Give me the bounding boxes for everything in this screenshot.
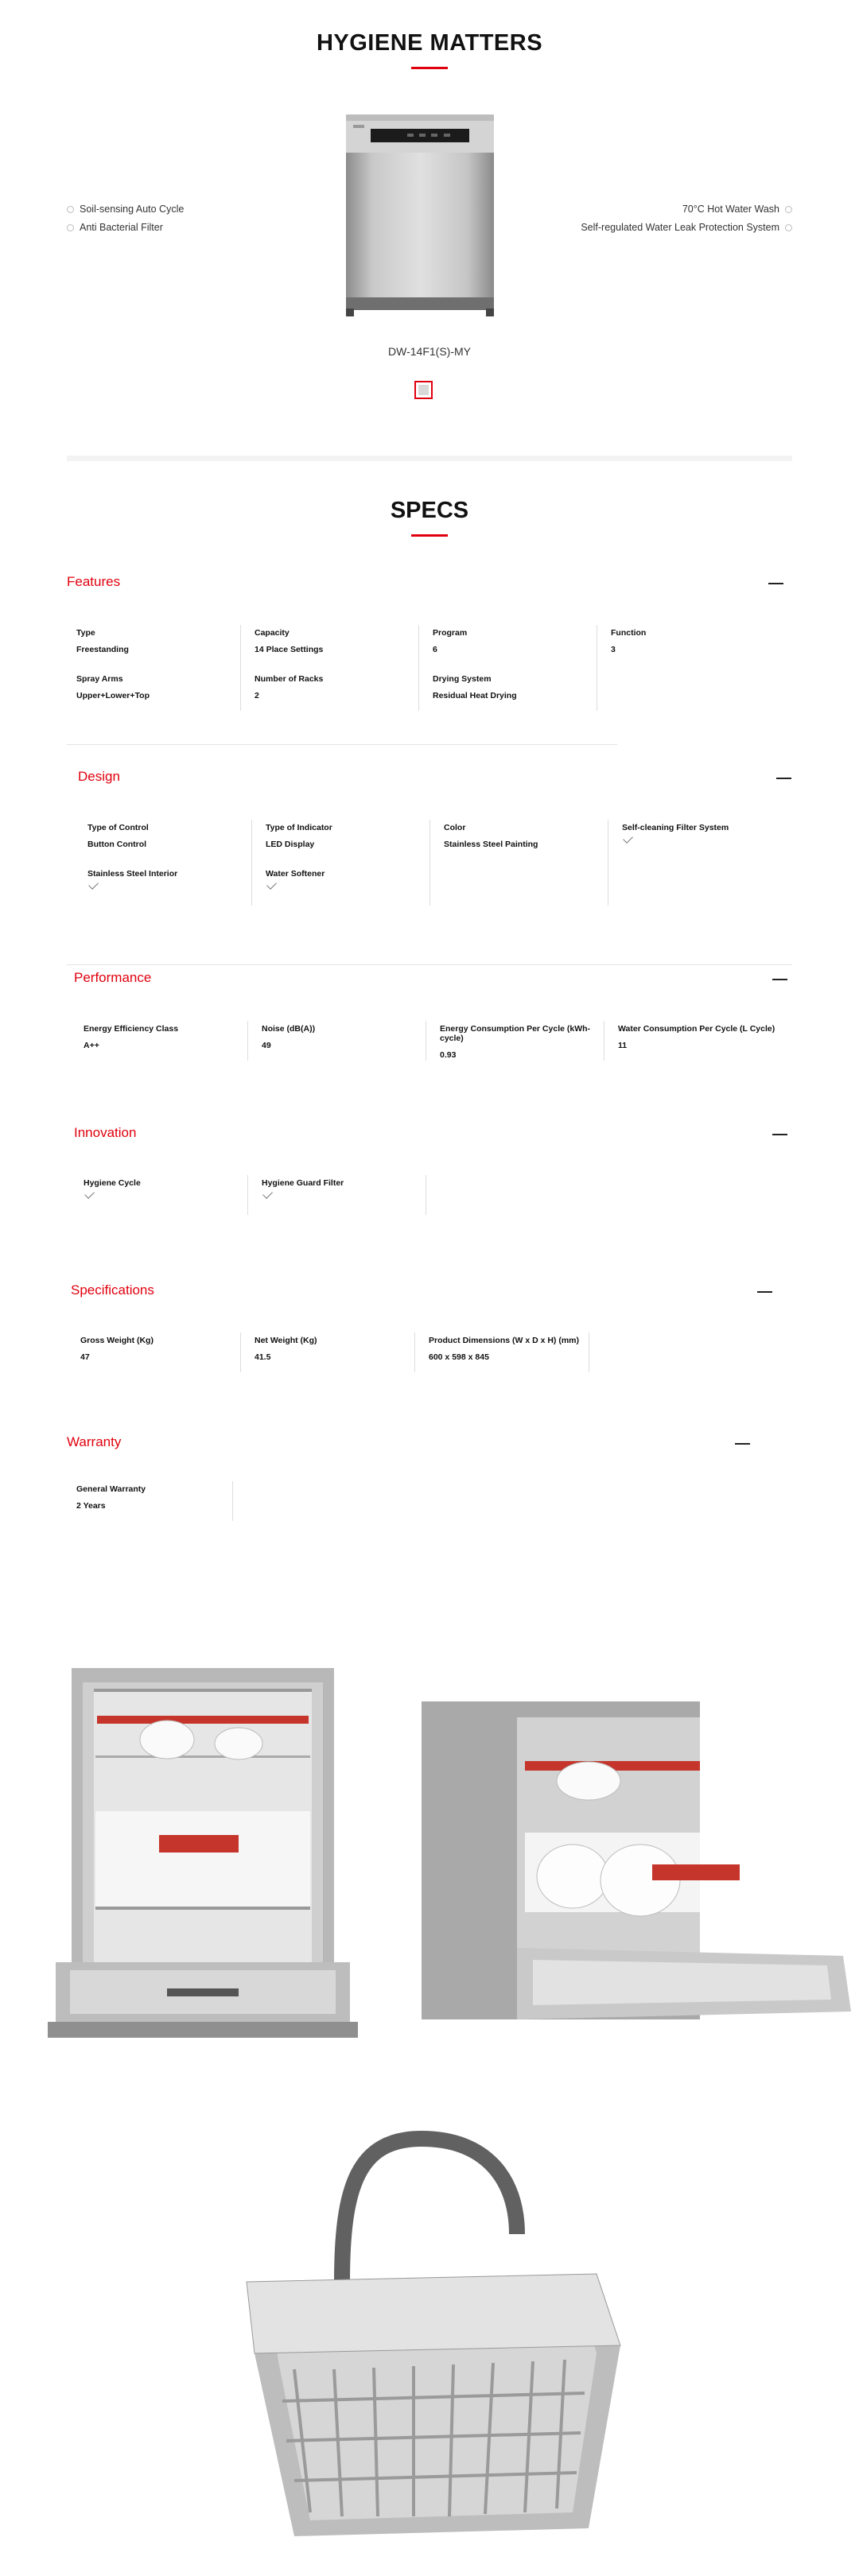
spec-cell — [430, 1024, 601, 1060]
spec-value: Stainless Steel Painting — [444, 840, 538, 849]
spec-cell — [67, 628, 237, 654]
feature-label: Soil-sensing Auto Cycle — [80, 204, 185, 215]
section-rule — [67, 744, 617, 745]
spec-value: 2 Years — [76, 1501, 106, 1511]
spec-value: Upper+Lower+Top — [76, 691, 150, 700]
collapse-minus-icon[interactable] — [772, 1134, 787, 1135]
bullet-icon — [785, 224, 792, 231]
spec-value: 49 — [262, 1041, 271, 1050]
section-rule — [67, 964, 792, 965]
section-title-innovation[interactable]: Innovation — [74, 1125, 137, 1140]
spec-cell — [78, 869, 248, 887]
spec-cell — [601, 628, 772, 654]
section-title-specifications[interactable]: Specifications — [71, 1282, 154, 1298]
spec-cell — [423, 674, 593, 700]
spec-label: Number of Racks — [255, 674, 324, 684]
specs-underline — [411, 534, 448, 537]
feature-item — [581, 222, 792, 233]
spec-value: 3 — [611, 645, 616, 654]
model-name: DW-14F1(S)-MY — [388, 345, 471, 358]
spec-cell — [67, 674, 237, 700]
spec-label: Hygiene Guard Filter — [262, 1178, 344, 1188]
spec-label: General Warranty — [76, 1484, 146, 1494]
spec-label: Product Dimensions (W x D x H) (mm) — [429, 1336, 580, 1345]
check-icon — [84, 1189, 95, 1199]
feature-label: Anti Bacterial Filter — [80, 222, 163, 233]
bullet-icon — [67, 206, 74, 213]
spec-cell — [78, 823, 248, 849]
collapse-minus-icon[interactable] — [768, 583, 783, 584]
spec-value: 47 — [80, 1352, 90, 1362]
spec-cell — [71, 1336, 237, 1362]
column-divider — [414, 1333, 415, 1372]
column-divider — [247, 1175, 248, 1215]
spec-cell — [252, 1024, 422, 1050]
spec-label: Stainless Steel Interior — [87, 869, 178, 879]
spec-label: Function — [611, 628, 647, 638]
spec-label: Type of Control — [87, 823, 149, 832]
dishwasher-open-angle-photo — [414, 1686, 859, 2051]
feature-label: Self-regulated Water Leak Protection System — [581, 222, 779, 233]
spec-cell — [256, 823, 426, 849]
column-divider — [232, 1481, 233, 1521]
spec-label: Gross Weight (Kg) — [80, 1336, 154, 1345]
cutlery-basket-photo — [223, 2115, 636, 2560]
feature-label: 70°C Hot Water Wash — [682, 204, 779, 215]
spec-cell — [74, 1178, 244, 1197]
check-icon — [262, 1189, 273, 1199]
spec-cell — [419, 1336, 585, 1362]
title-underline — [411, 67, 448, 69]
spec-label: Net Weight (Kg) — [255, 1336, 317, 1345]
spec-cell — [423, 628, 593, 654]
section-divider — [67, 456, 792, 461]
bullet-icon — [785, 206, 792, 213]
collapse-minus-icon[interactable] — [772, 979, 787, 980]
spec-label: Self-cleaning Filter System — [622, 823, 729, 832]
collapse-minus-icon[interactable] — [735, 1443, 750, 1445]
check-icon — [266, 879, 277, 890]
section-title-performance[interactable]: Performance — [74, 970, 152, 985]
section-title-design[interactable]: Design — [78, 769, 120, 784]
spec-label: Hygiene Cycle — [84, 1178, 141, 1188]
spec-label: Type of Indicator — [266, 823, 332, 832]
spec-value: 0.93 — [440, 1050, 457, 1060]
color-swatch[interactable] — [414, 381, 433, 399]
check-icon — [623, 833, 633, 844]
feature-item — [67, 222, 163, 233]
spec-label: Water Consumption Per Cycle (L Cycle) — [618, 1024, 775, 1034]
column-divider — [240, 1333, 241, 1372]
spec-label: Type — [76, 628, 95, 638]
spec-cell — [612, 823, 783, 841]
spec-cell — [245, 628, 415, 654]
spec-value: 11 — [618, 1041, 628, 1050]
spec-value: Button Control — [87, 840, 147, 849]
collapse-minus-icon[interactable] — [757, 1291, 772, 1293]
collapse-minus-icon[interactable] — [776, 778, 791, 779]
spec-value: 41.5 — [255, 1352, 271, 1362]
spec-value: 600 x 598 x 845 — [429, 1352, 489, 1362]
spec-value: Residual Heat Drying — [433, 691, 517, 700]
spec-value: 6 — [433, 645, 437, 654]
spec-cell — [256, 869, 426, 887]
spec-value: A++ — [84, 1041, 99, 1050]
column-divider — [251, 820, 252, 906]
spec-label: Drying System — [433, 674, 492, 684]
spec-label: Noise (dB(A)) — [262, 1024, 316, 1034]
dishwasher-product-image — [344, 111, 496, 320]
spec-label: Program — [433, 628, 468, 638]
spec-cell — [434, 823, 604, 849]
feature-item — [682, 204, 792, 215]
spec-cell — [74, 1024, 244, 1050]
column-divider — [247, 1021, 248, 1061]
spec-label: Capacity — [255, 628, 290, 638]
spec-label: Energy Efficiency Class — [84, 1024, 179, 1034]
spec-cell — [67, 1484, 229, 1511]
spec-cell — [608, 1024, 779, 1050]
spec-label: Energy Consumption Per Cycle (kWh-cycle) — [440, 1024, 591, 1043]
dishwasher-open-front-photo — [48, 1668, 358, 2050]
specs-title: SPECS — [390, 498, 469, 523]
section-title-warranty[interactable]: Warranty — [67, 1434, 122, 1449]
spec-label: Spray Arms — [76, 674, 123, 684]
column-divider — [418, 625, 419, 711]
check-icon — [88, 879, 99, 890]
spec-cell — [252, 1178, 422, 1197]
spec-value: LED Display — [266, 840, 315, 849]
bullet-icon — [67, 224, 74, 231]
spec-value: 14 Place Settings — [255, 645, 324, 654]
hero-title: HYGIENE MATTERS — [316, 30, 543, 56]
column-divider — [240, 625, 241, 711]
spec-label: Water Softener — [266, 869, 325, 879]
spec-value: 2 — [255, 691, 259, 700]
spec-value: Freestanding — [76, 645, 129, 654]
feature-item — [67, 204, 184, 215]
spec-cell — [245, 1336, 411, 1362]
section-title-features[interactable]: Features — [67, 574, 121, 589]
spec-cell — [245, 674, 415, 700]
spec-label: Color — [444, 823, 466, 832]
